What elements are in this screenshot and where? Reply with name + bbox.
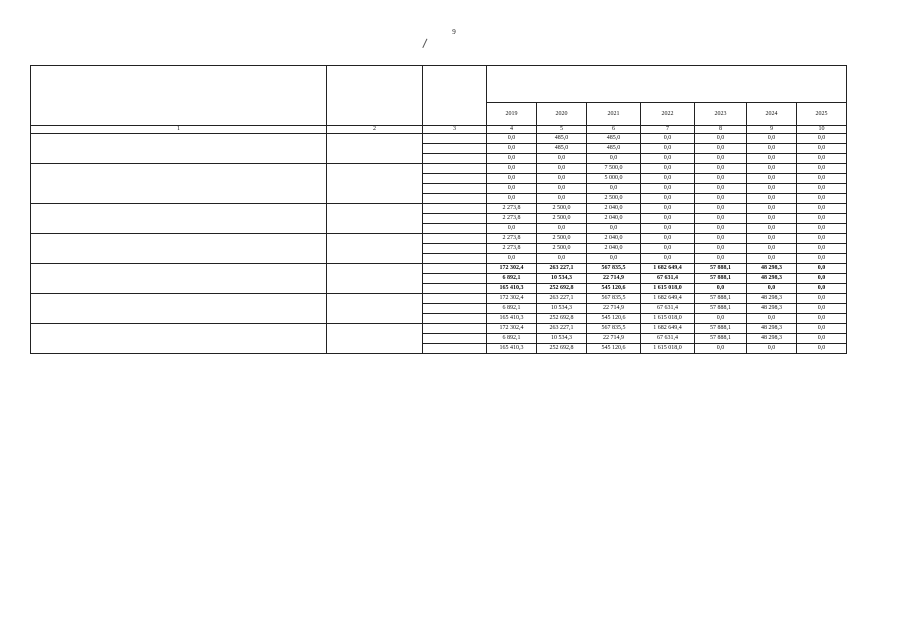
table-row	[31, 164, 847, 174]
expense-value-cell: 5 000,0	[587, 174, 641, 184]
expense-value-cell: 0,0	[487, 184, 537, 194]
expense-value-cell: 567 835,5	[587, 264, 641, 274]
expense-value-cell: 0,0	[487, 134, 537, 144]
expense-value-cell: 1 615 018,0	[641, 314, 695, 324]
expense-value-cell: 0,0	[641, 214, 695, 224]
expense-value-cell: 48 298,3	[747, 324, 797, 334]
expense-value-cell: 6 892,1	[487, 304, 537, 314]
expense-value-cell: 0,0	[537, 224, 587, 234]
expense-value-cell: 0,0	[695, 144, 747, 154]
expense-value-cell: 0,0	[537, 164, 587, 174]
funding-source-cell	[423, 214, 487, 224]
expense-value-cell: 0,0	[747, 254, 797, 264]
column-number: 7	[641, 126, 695, 134]
expense-value-cell: 57 888,1	[695, 334, 747, 344]
expense-value-cell: 0,0	[587, 154, 641, 164]
expense-value-cell: 67 631,4	[641, 304, 695, 314]
executor-cell	[327, 164, 423, 204]
expenses-table	[30, 65, 847, 354]
expense-value-cell: 0,0	[537, 174, 587, 184]
executor-cell	[327, 204, 423, 234]
funding-source-cell	[423, 334, 487, 344]
funding-source-cell	[423, 184, 487, 194]
expense-value-cell: 252 692,8	[537, 344, 587, 354]
expense-value-cell: 48 298,3	[747, 334, 797, 344]
expense-value-cell: 0,0	[797, 284, 847, 294]
expense-value-cell: 0,0	[797, 194, 847, 204]
expense-value-cell: 1 682 649,4	[641, 264, 695, 274]
expense-value-cell: 0,0	[797, 224, 847, 234]
expense-value-cell: 57 888,1	[695, 294, 747, 304]
expense-value-cell: 545 120,6	[587, 314, 641, 324]
expense-value-cell: 485,0	[587, 134, 641, 144]
expense-value-cell: 172 302,4	[487, 324, 537, 334]
expense-value-cell: 0,0	[747, 184, 797, 194]
funding-source-cell	[423, 344, 487, 354]
expense-value-cell: 0,0	[797, 304, 847, 314]
expense-value-cell: 0,0	[797, 244, 847, 254]
expense-value-cell: 0,0	[487, 194, 537, 204]
expense-value-cell: 172 302,4	[487, 264, 537, 274]
table-row	[31, 264, 847, 274]
expense-value-cell: 0,0	[747, 224, 797, 234]
header-year: 2023	[695, 103, 747, 126]
expense-value-cell: 2 500,0	[587, 194, 641, 204]
expense-value-cell: 57 888,1	[695, 324, 747, 334]
expense-value-cell: 263 227,1	[537, 264, 587, 274]
expense-value-cell: 0,0	[797, 214, 847, 224]
expense-value-cell: 2 040,0	[587, 214, 641, 224]
expense-value-cell: 0,0	[747, 284, 797, 294]
expense-value-cell: 48 298,3	[747, 274, 797, 284]
expense-value-cell: 0,0	[695, 254, 747, 264]
expense-value-cell: 0,0	[797, 294, 847, 304]
expense-value-cell: 0,0	[797, 164, 847, 174]
expense-value-cell: 0,0	[747, 314, 797, 324]
expense-value-cell: 2 273,8	[487, 214, 537, 224]
table-row	[31, 234, 847, 244]
expense-value-cell: 0,0	[747, 214, 797, 224]
expense-value-cell: 0,0	[587, 224, 641, 234]
expense-value-cell: 48 298,3	[747, 294, 797, 304]
funding-source-cell	[423, 174, 487, 184]
column-number: 4	[487, 126, 537, 134]
expense-value-cell: 0,0	[797, 174, 847, 184]
expense-value-cell: 0,0	[747, 134, 797, 144]
stray-pen-mark	[422, 39, 434, 52]
expense-value-cell: 0,0	[641, 244, 695, 254]
funding-source-cell	[423, 254, 487, 264]
funding-source-cell	[423, 164, 487, 174]
expense-value-cell: 0,0	[747, 174, 797, 184]
expense-value-cell: 0,0	[537, 254, 587, 264]
expense-value-cell: 485,0	[587, 144, 641, 154]
expense-value-cell: 485,0	[537, 134, 587, 144]
expense-value-cell: 0,0	[641, 184, 695, 194]
expense-value-cell: 0,0	[641, 194, 695, 204]
table-body	[31, 134, 847, 354]
expense-value-cell: 0,0	[797, 144, 847, 154]
expense-value-cell: 0,0	[695, 194, 747, 204]
expense-value-cell: 0,0	[797, 184, 847, 194]
header-source	[423, 66, 487, 126]
column-number: 5	[537, 126, 587, 134]
expense-value-cell: 2 040,0	[587, 204, 641, 214]
expense-value-cell: 0,0	[797, 274, 847, 284]
table-row	[31, 294, 847, 304]
expense-value-cell: 0,0	[641, 164, 695, 174]
header-year: 2020	[537, 103, 587, 126]
funding-source-cell	[423, 294, 487, 304]
funding-source-cell	[423, 284, 487, 294]
expense-value-cell: 57 888,1	[695, 274, 747, 284]
expense-value-cell: 567 835,5	[587, 324, 641, 334]
expense-value-cell: 0,0	[695, 214, 747, 224]
expense-value-cell: 7 500,0	[587, 164, 641, 174]
expense-value-cell: 0,0	[695, 154, 747, 164]
expense-value-cell: 0,0	[587, 184, 641, 194]
expense-value-cell: 0,0	[641, 144, 695, 154]
expense-value-cell: 10 534,3	[537, 304, 587, 314]
expense-value-cell: 0,0	[747, 244, 797, 254]
expense-value-cell: 0,0	[747, 144, 797, 154]
expense-value-cell: 165 410,3	[487, 284, 537, 294]
column-number: 3	[423, 126, 487, 134]
header-year: 2021	[587, 103, 641, 126]
executor-cell	[327, 294, 423, 324]
expense-value-cell: 0,0	[695, 344, 747, 354]
expense-value-cell: 67 631,4	[641, 274, 695, 284]
program-name-cell	[31, 264, 327, 294]
expense-value-cell: 545 120,6	[587, 284, 641, 294]
funding-source-cell	[423, 244, 487, 254]
expense-value-cell: 0,0	[487, 144, 537, 154]
expense-value-cell: 10 534,3	[537, 334, 587, 344]
expense-value-cell: 2 040,0	[587, 234, 641, 244]
program-name-cell	[31, 164, 327, 204]
expense-value-cell: 252 692,8	[537, 284, 587, 294]
expense-value-cell: 0,0	[747, 344, 797, 354]
expense-value-cell: 22 714,9	[587, 334, 641, 344]
expense-value-cell: 0,0	[537, 194, 587, 204]
column-number: 1	[31, 126, 327, 134]
expense-value-cell: 252 692,8	[537, 314, 587, 324]
expense-value-cell: 0,0	[695, 244, 747, 254]
expense-value-cell: 0,0	[487, 154, 537, 164]
funding-source-cell	[423, 304, 487, 314]
expense-value-cell: 0,0	[641, 254, 695, 264]
expense-value-cell: 0,0	[641, 204, 695, 214]
expense-value-cell: 1 615 018,0	[641, 344, 695, 354]
expense-value-cell: 6 892,1	[487, 274, 537, 284]
expense-value-cell: 2 500,0	[537, 234, 587, 244]
expense-value-cell: 485,0	[537, 144, 587, 154]
header-year: 2025	[797, 103, 847, 126]
expense-value-cell: 48 298,3	[747, 304, 797, 314]
expense-value-cell: 0,0	[641, 174, 695, 184]
expense-value-cell: 0,0	[797, 134, 847, 144]
expense-value-cell: 2 273,8	[487, 244, 537, 254]
executor-cell	[327, 234, 423, 264]
program-name-cell	[31, 234, 327, 264]
expense-value-cell: 0,0	[641, 234, 695, 244]
expense-value-cell: 0,0	[747, 164, 797, 174]
table-row	[31, 204, 847, 214]
expense-value-cell: 1 682 649,4	[641, 294, 695, 304]
expense-value-cell: 545 120,6	[587, 344, 641, 354]
table-row	[31, 324, 847, 334]
expense-value-cell: 1 615 018,0	[641, 284, 695, 294]
program-name-cell	[31, 134, 327, 164]
expense-value-cell: 165 410,3	[487, 344, 537, 354]
expense-value-cell: 0,0	[747, 194, 797, 204]
expense-value-cell: 0,0	[487, 174, 537, 184]
expense-value-cell: 6 892,1	[487, 334, 537, 344]
expense-value-cell: 172 302,4	[487, 294, 537, 304]
program-name-cell	[31, 324, 327, 354]
table-row	[31, 134, 847, 144]
funding-source-cell	[423, 224, 487, 234]
expense-value-cell: 0,0	[587, 254, 641, 264]
executor-cell	[327, 324, 423, 354]
expense-value-cell: 2 500,0	[537, 244, 587, 254]
expense-value-cell: 0,0	[747, 234, 797, 244]
header-year: 2019	[487, 103, 537, 126]
expense-value-cell: 0,0	[695, 234, 747, 244]
header-executor	[327, 66, 423, 126]
expense-value-cell: 22 714,9	[587, 274, 641, 284]
expense-value-cell: 0,0	[537, 154, 587, 164]
funding-source-cell	[423, 134, 487, 144]
funding-source-cell	[423, 154, 487, 164]
expense-value-cell: 2 500,0	[537, 204, 587, 214]
column-number: 2	[327, 126, 423, 134]
column-number: 10	[797, 126, 847, 134]
expense-value-cell: 0,0	[695, 314, 747, 324]
expense-value-cell: 0,0	[797, 154, 847, 164]
expense-value-cell: 2 040,0	[587, 244, 641, 254]
column-number: 9	[747, 126, 797, 134]
program-name-cell	[31, 204, 327, 234]
expense-value-cell: 67 631,4	[641, 334, 695, 344]
expense-value-cell: 263 227,1	[537, 294, 587, 304]
expense-value-cell: 57 888,1	[695, 304, 747, 314]
header-year: 2024	[747, 103, 797, 126]
expense-value-cell: 263 227,1	[537, 324, 587, 334]
funding-source-cell	[423, 234, 487, 244]
expense-value-cell: 0,0	[797, 234, 847, 244]
expense-value-cell: 0,0	[641, 224, 695, 234]
funding-source-cell	[423, 144, 487, 154]
column-number: 8	[695, 126, 747, 134]
expense-value-cell: 0,0	[695, 174, 747, 184]
expense-value-cell: 0,0	[487, 224, 537, 234]
expense-value-cell: 0,0	[695, 284, 747, 294]
expense-value-cell: 22 714,9	[587, 304, 641, 314]
expense-value-cell: 57 888,1	[695, 264, 747, 274]
expense-value-cell: 567 835,5	[587, 294, 641, 304]
expense-value-cell: 0,0	[797, 334, 847, 344]
expense-value-cell: 0,0	[695, 204, 747, 214]
expense-value-cell: 0,0	[487, 254, 537, 264]
expense-value-cell: 0,0	[537, 184, 587, 194]
expense-value-cell: 2 273,8	[487, 234, 537, 244]
funding-source-cell	[423, 314, 487, 324]
expense-value-cell: 0,0	[797, 344, 847, 354]
header-program	[31, 66, 327, 126]
expense-value-cell: 1 682 649,4	[641, 324, 695, 334]
expense-value-cell: 0,0	[695, 164, 747, 174]
expense-value-cell: 2 500,0	[537, 214, 587, 224]
expense-value-cell: 165 410,3	[487, 314, 537, 324]
expense-value-cell: 0,0	[641, 154, 695, 164]
funding-source-cell	[423, 324, 487, 334]
expense-value-cell: 10 534,3	[537, 274, 587, 284]
expense-value-cell: 0,0	[797, 314, 847, 324]
expense-value-cell: 0,0	[797, 324, 847, 334]
expense-value-cell: 0,0	[797, 264, 847, 274]
header-year: 2022	[641, 103, 695, 126]
funding-source-cell	[423, 274, 487, 284]
expense-value-cell: 0,0	[797, 204, 847, 214]
expense-value-cell: 0,0	[641, 134, 695, 144]
expense-value-cell: 0,0	[487, 164, 537, 174]
expense-value-cell: 2 273,8	[487, 204, 537, 214]
expense-value-cell: 0,0	[695, 224, 747, 234]
program-name-cell	[31, 294, 327, 324]
expense-value-cell: 0,0	[695, 184, 747, 194]
executor-cell	[327, 264, 423, 294]
page-number: 9	[452, 28, 456, 36]
column-number: 6	[587, 126, 641, 134]
funding-source-cell	[423, 264, 487, 274]
funding-source-cell	[423, 194, 487, 204]
expenses-table-wrapper	[30, 65, 846, 354]
expense-value-cell: 48 298,3	[747, 264, 797, 274]
expense-value-cell: 0,0	[797, 254, 847, 264]
funding-source-cell	[423, 204, 487, 214]
header-expenses	[487, 66, 847, 103]
expense-value-cell: 0,0	[695, 134, 747, 144]
executor-cell	[327, 134, 423, 164]
expense-value-cell: 0,0	[747, 204, 797, 214]
expense-value-cell: 0,0	[747, 154, 797, 164]
